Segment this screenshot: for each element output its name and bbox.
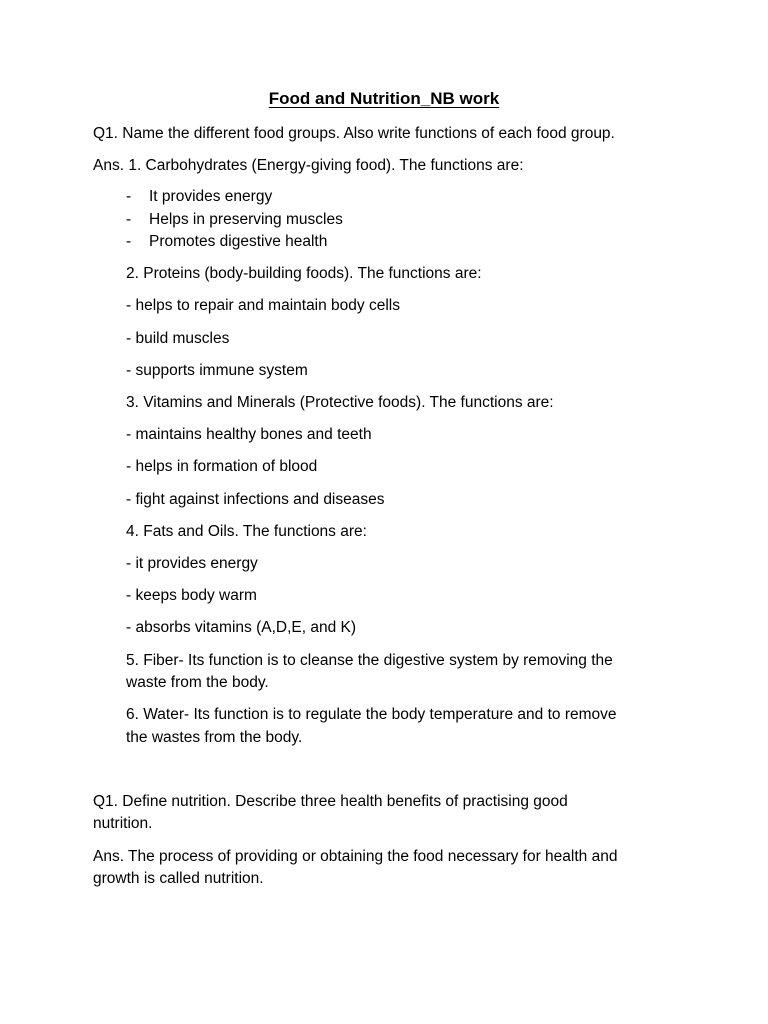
question-1: Q1. Name the different food groups. Also write functions of each food group. [93, 125, 615, 142]
vitamin-item: - fight against infections and diseases [126, 491, 385, 508]
question-2: nutrition. [93, 815, 153, 832]
answer-2: Ans. The process of providing or obtaining the food necessary for health and [93, 848, 618, 865]
protein-item: - supports immune system [126, 362, 308, 379]
question-2: Q1. Define nutrition. Describe three health benefits of practising good [93, 793, 568, 810]
vitamin-item: - helps in formation of blood [126, 458, 318, 475]
protein-item: - build muscles [126, 330, 230, 347]
fats-heading: 4. Fats and Oils. The functions are: [126, 523, 367, 540]
carb-item: Promotes digestive health [149, 233, 328, 250]
fiber-line: waste from the body. [126, 674, 269, 691]
protein-item: - helps to repair and maintain body cells [126, 297, 400, 314]
carb-item: It provides energy [149, 188, 273, 205]
carb-item: Helps in preserving muscles [149, 211, 343, 228]
page-title: Food and Nutrition_NB work [268, 89, 500, 108]
proteins-heading: 2. Proteins (body-building foods). The functions are: [126, 265, 482, 282]
fat-item: - keeps body warm [126, 587, 257, 604]
answer-2: growth is called nutrition. [93, 870, 264, 887]
fiber-line: 5. Fiber- Its function is to cleanse the digestive system by removing the [126, 652, 613, 669]
water-line: 6. Water- Its function is to regulate the body temperature and to remove [126, 706, 617, 723]
fat-item: - it provides energy [126, 555, 258, 572]
fat-item: - absorbs vitamins (A,D,E, and K) [126, 619, 356, 636]
bullet-dash: - [126, 233, 132, 250]
bullet-dash: - [126, 188, 132, 205]
vitamins-heading: 3. Vitamins and Minerals (Protective foods). The functions are: [126, 394, 554, 411]
answer-1-intro: Ans. 1. Carbohydrates (Energy-giving food). The functions are: [93, 157, 524, 174]
water-line: the wastes from the body. [126, 729, 303, 746]
vitamin-item: - maintains healthy bones and teeth [126, 426, 372, 443]
bullet-dash: - [126, 211, 132, 228]
